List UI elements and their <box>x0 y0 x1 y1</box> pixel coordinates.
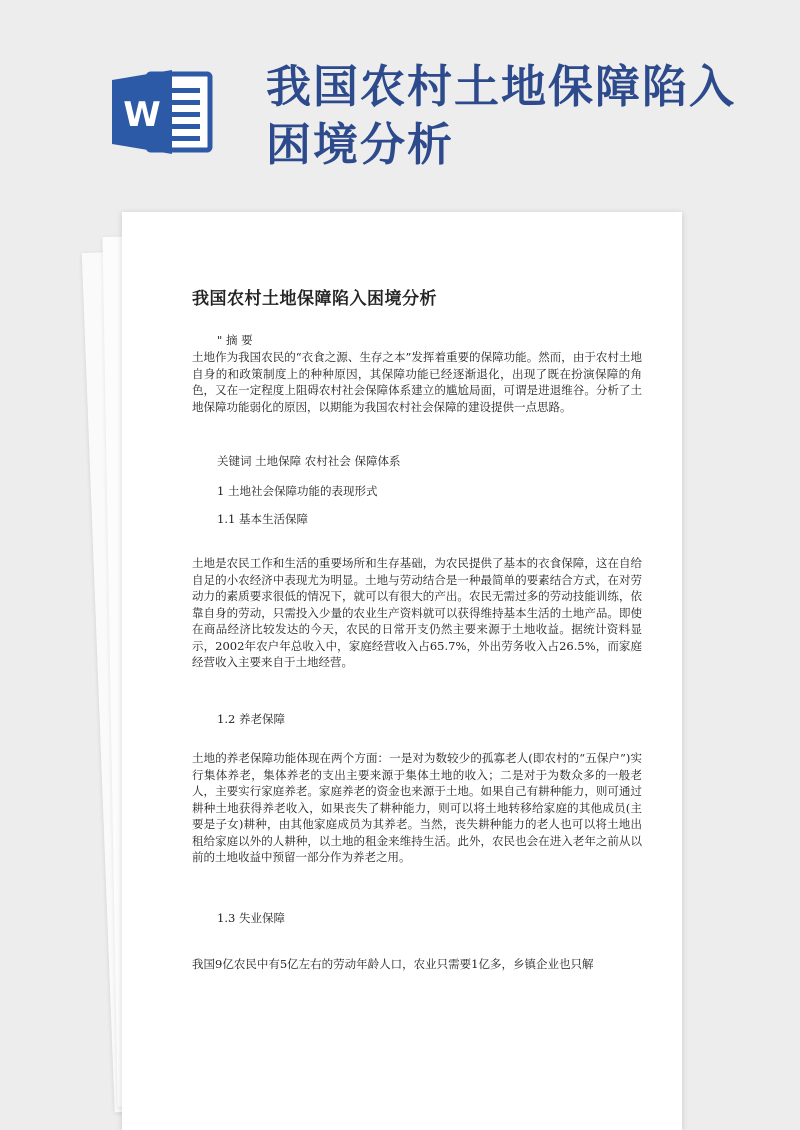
document-page <box>122 212 682 1130</box>
svg-text:W: W <box>123 95 161 135</box>
section-heading: 1 土地社会保障功能的表现形式 <box>217 484 378 498</box>
word-document-icon <box>110 68 216 156</box>
subsection-heading: 1.1 基本生活保障 <box>217 512 308 526</box>
header-banner <box>0 0 800 200</box>
banner-title: 我国农村土地保障陷入困境分析 <box>266 60 737 171</box>
body-paragraph: 土地的养老保障功能体现在两个方面：一是对为数较少的孤寡老人(即农村的“五保户”)实行集体养老，集体养老的支出主要来源于集体土地的收入；二是对于为数众多的一般老人，主要实行家庭养老。家庭养老的资金也来源于土地。如果自己有耕种能力，则可通过耕种土地获得养老收入，如果丧失了耕种能力，则可以将土地转移给家庭的其他成员(主要是子女)耕种，由其他家庭成员为其养老。当然，丧失耕种能力的老人也可以将土地出租给家庭以外的人耕种，以土地的租金来维持生活。此外，农民也会在进入老年之前从以前的土地收益中预留一部分作为养老之用。 <box>192 751 642 864</box>
abstract-label: " 摘 要 <box>217 333 253 347</box>
subsection-heading: 1.2 养老保障 <box>217 712 285 726</box>
body-paragraph: 我国9亿农民中有5亿左右的劳动年龄人口，农业只需要1亿多，乡镇企业也只解 <box>192 957 594 971</box>
subsection-heading: 1.3 失业保障 <box>217 911 285 925</box>
body-paragraph: 土地是农民工作和生活的重要场所和生存基础，为农民提供了基本的衣食保障，这在自给自足的小农经济中表现尤为明显。土地与劳动结合是一种最简单的要素结合方式，在对劳动力的素质要求很低的情况下，就可以有很大的产出。农民无需过多的劳动技能训练，依靠自身的劳动，只需投入少量的农业生产资料就可以获得维持基本生活的土地产品。即使在商品经济比较发达的今天，农民的日常开支仍然主要来源于土地收益。据统计资料显示，2002年农户年总收入中，家庭经营收入占65.7%，外出劳务收入占26.5%，而家庭经营收入主要来自于土地经营。 <box>192 556 642 669</box>
document-title: 我国农村土地保障陷入困境分析 <box>192 289 437 309</box>
abstract-paragraph: 土地作为我国农民的“衣食之源、生存之本”发挥着重要的保障功能。然而，由于农村土地自身的和政策制度上的种种原因，其保障功能已经逐渐退化，出现了既在扮演保障的角色，又在一定程度上阻碍农村社会保障体系建立的尴尬局面，可谓是进退维谷。分析了土地保障功能弱化的原因，以期能为我国农村社会保障的建设提供一点思路。 <box>192 350 642 414</box>
keywords-line: 关键词 土地保障 农村社会 保障体系 <box>217 454 401 468</box>
